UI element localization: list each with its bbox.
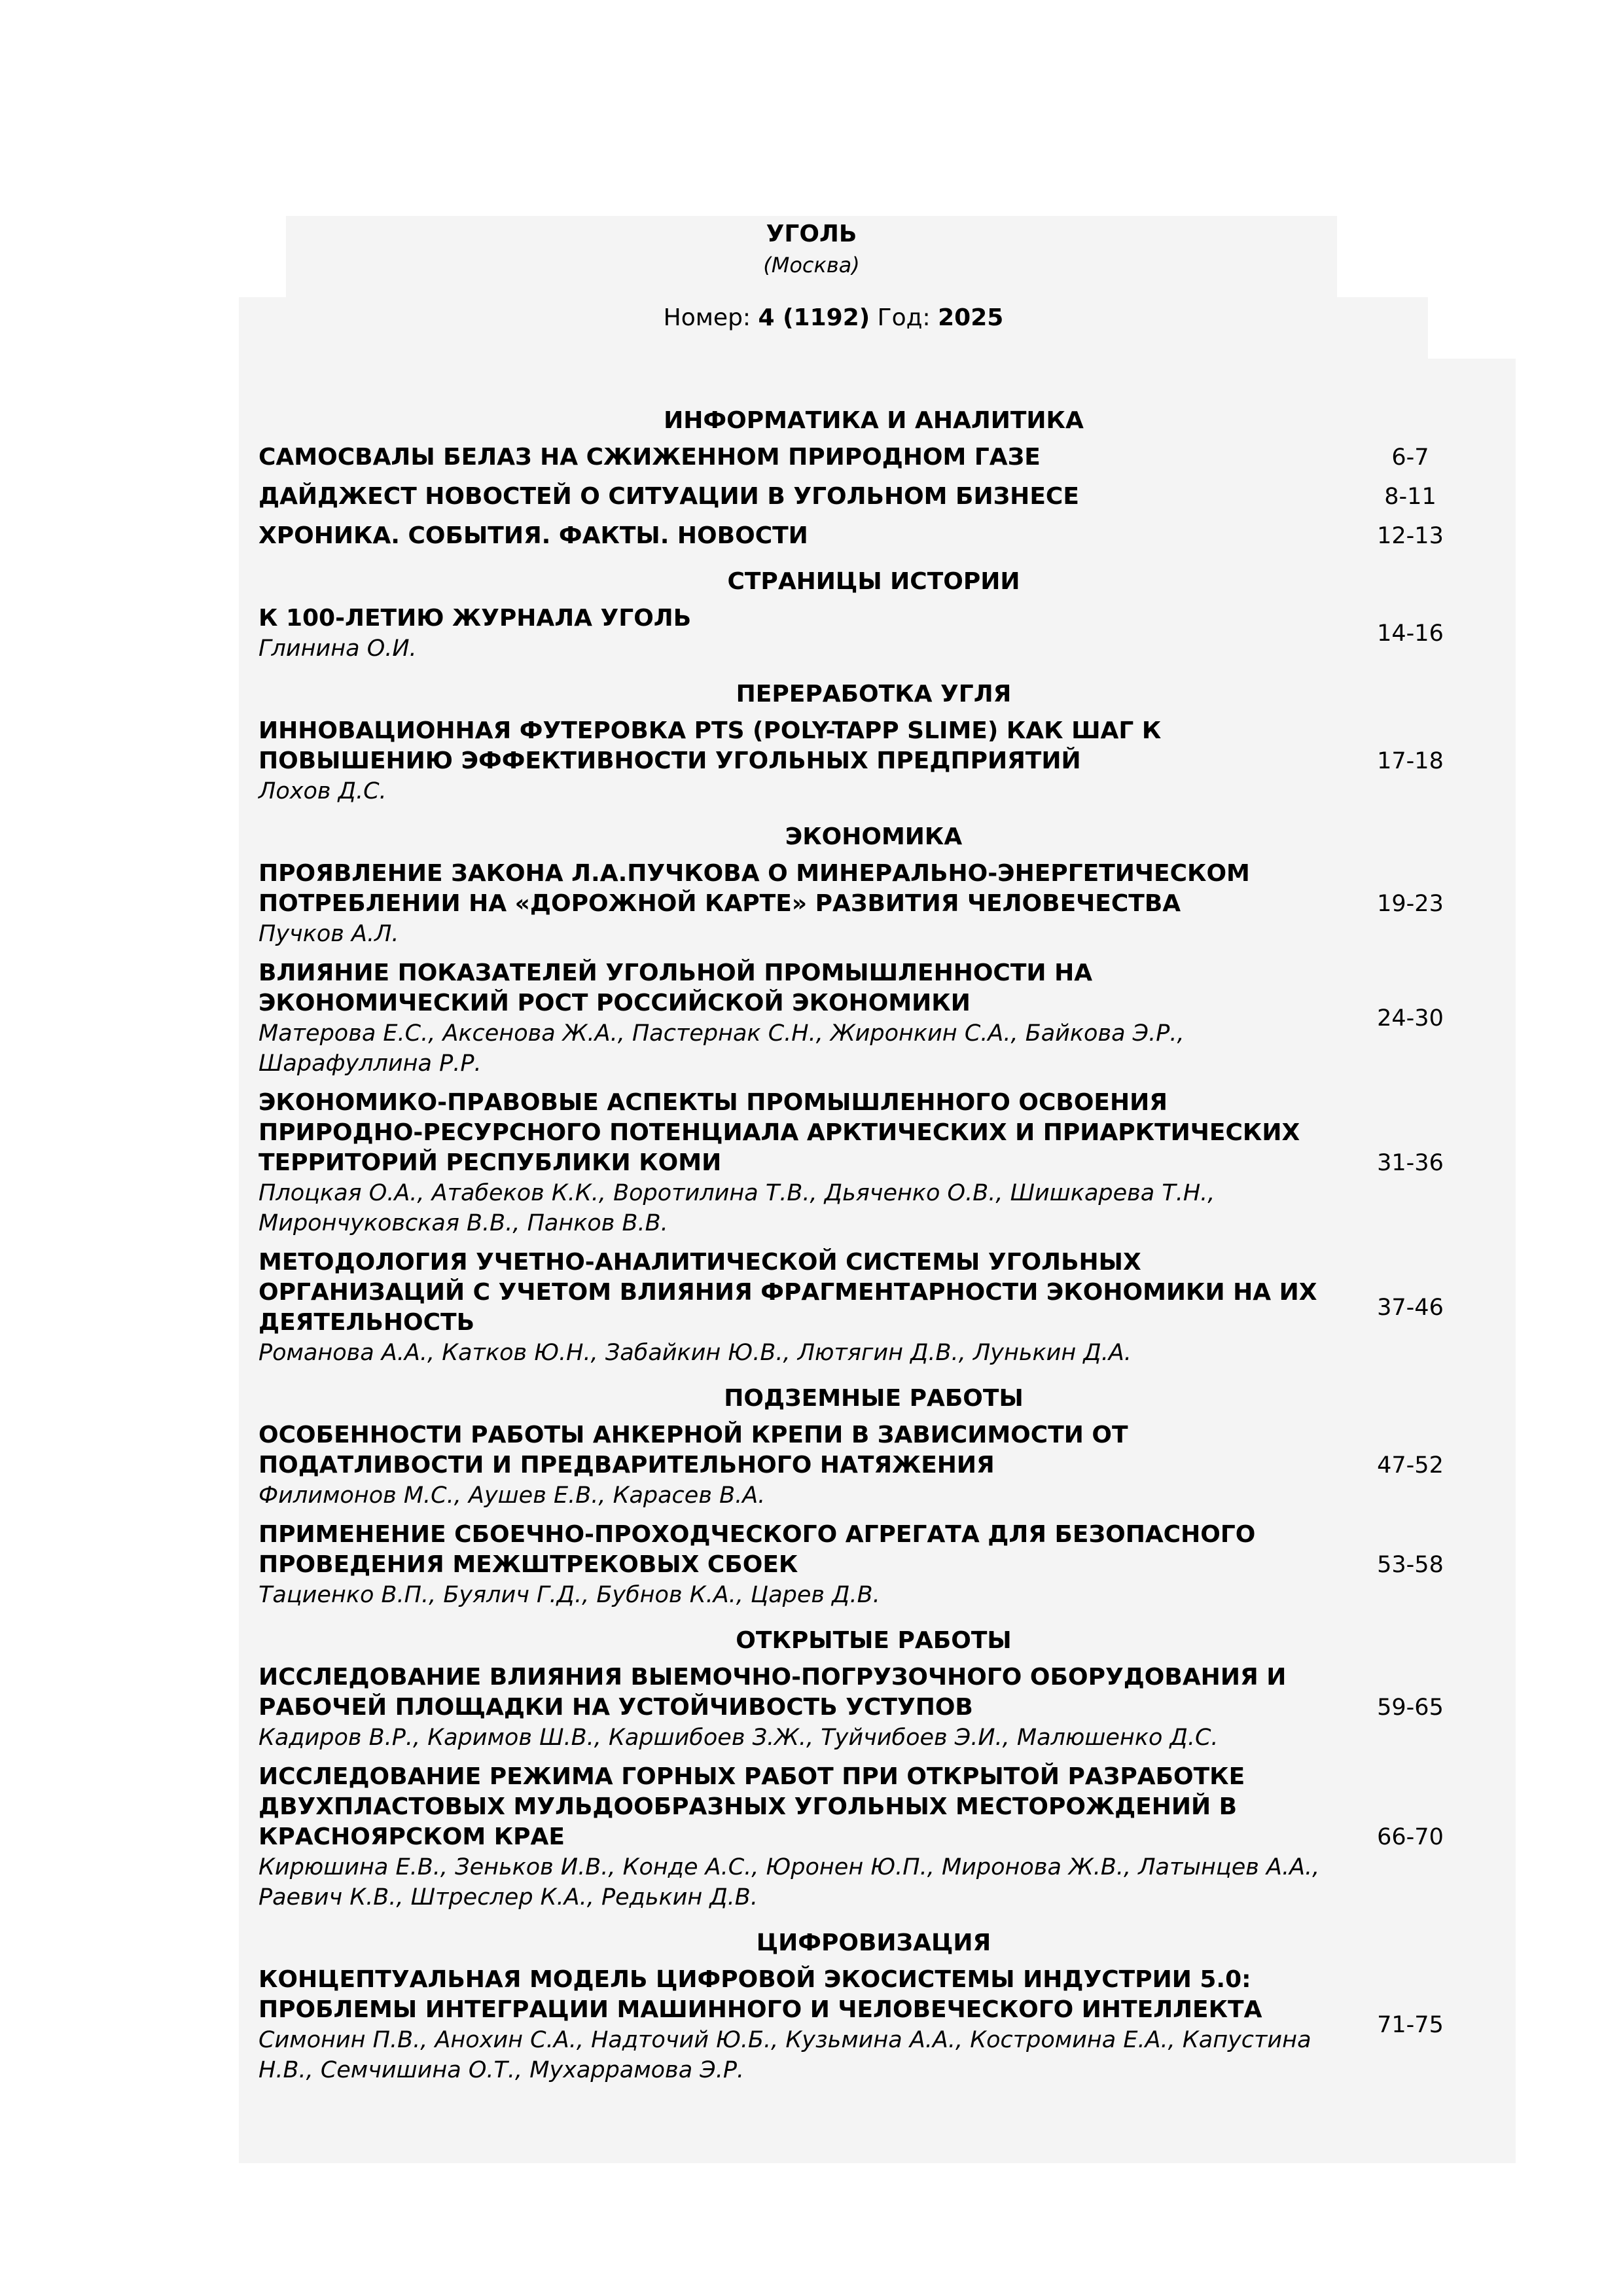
- entry-text: [259, 716, 1332, 806]
- article-pages: 31-36: [1377, 1150, 1444, 1176]
- article-authors: Филимонов М.С., Аушев Е.В., Карасев В.А.: [259, 1482, 766, 1509]
- entry-text: [259, 1088, 1332, 1238]
- article-title[interactable]: К 100-ЛЕТИЮ ЖУРНАЛА УГОЛЬ: [259, 605, 692, 632]
- toc-entry[interactable]: [259, 1520, 1489, 1610]
- article-title[interactable]: ИССЛЕДОВАНИЕ РЕЖИМА ГОРНЫХ РАБОТ ПРИ ОТКРЫТОЙ РАЗРАБОТКЕ ДВУХПЛАСТОВЫХ МУЛЬДООБРАЗНЫХ УГОЛЬНЫХ МЕСТОРОЖДЕНИЙ В КРАСНОЯРСКОМ КРАЕ: [259, 1763, 1245, 1850]
- article-authors: Пучков А.Л.: [259, 921, 399, 947]
- article-pages: 47-52: [1377, 1452, 1444, 1479]
- entry-text: [259, 1247, 1332, 1368]
- article-pages: 6-7: [1391, 444, 1429, 471]
- entry-text: [259, 1762, 1332, 1912]
- article-pages: 59-65: [1377, 1695, 1444, 1721]
- article-title[interactable]: ИННОВАЦИОННАЯ ФУТЕРОВКА PTS (POLY-TAPP SLIME) КАК ШАГ К ПОВЫШЕНИЮ ЭФФЕКТИВНОСТИ УГОЛЬНЫХ ПРЕДПРИЯТИЙ: [259, 717, 1162, 774]
- article-pages: 53-58: [1377, 1552, 1444, 1578]
- article-title[interactable]: ИССЛЕДОВАНИЕ ВЛИЯНИЯ ВЫЕМОЧНО-ПОГРУЗОЧНОГО ОБОРУДОВАНИЯ И РАБОЧЕЙ ПЛОЩАДКИ НА УСТОЙЧИВОСТЬ УСТУПОВ: [259, 1664, 1287, 1721]
- article-title[interactable]: КОНЦЕПТУАЛЬНАЯ МОДЕЛЬ ЦИФРОВОЙ ЭКОСИСТЕМЫ ИНДУСТРИИ 5.0: ПРОБЛЕМЫ ИНТЕГРАЦИИ МАШИННОГО И ЧЕЛОВЕЧЕСКОГО ИНТЕЛЛЕКТА: [259, 1966, 1262, 2023]
- journal-city: (Москва): [763, 253, 860, 278]
- article-title[interactable]: ПРОЯВЛЕНИЕ ЗАКОНА Л.А.ПУЧКОВА О МИНЕРАЛЬНО-ЭНЕРГЕТИЧЕСКОМ ПОТРЕБЛЕНИИ НА «ДОРОЖНОЙ КАРТЕ» РАЗВИТИЯ ЧЕЛОВЕЧЕСТВА: [259, 860, 1250, 917]
- article-authors: Симонин П.В., Анохин С.А., Надточий Ю.Б., Кузьмина А.А., Костромина Е.А., Капустина Н.В., Семчишина О.Т., Мухаррамова Э.Р.: [259, 2027, 1311, 2083]
- issue-label: Номер:: [663, 304, 751, 331]
- toc-entry[interactable]: [259, 716, 1489, 806]
- entry-text: [259, 521, 1332, 551]
- article-pages: 14-16: [1377, 620, 1444, 647]
- entry-text: [259, 442, 1332, 473]
- article-title[interactable]: ХРОНИКА. СОБЫТИЯ. ФАКТЫ. НОВОСТИ: [259, 522, 808, 549]
- toc-entry[interactable]: [259, 859, 1489, 949]
- entry-text: [259, 958, 1332, 1079]
- section-heading: ПОДЗЕМНЫЕ РАБОТЫ: [724, 1385, 1024, 1412]
- article-title[interactable]: САМОСВАЛЫ БЕЛАЗ НА СЖИЖЕННОМ ПРИРОДНОМ ГАЗЕ: [259, 444, 1041, 471]
- year-label: Год:: [877, 304, 931, 331]
- article-pages: 17-18: [1377, 748, 1444, 774]
- article-pages: 71-75: [1377, 2012, 1444, 2038]
- section-heading: ОТКРЫТЫЕ РАБОТЫ: [736, 1627, 1012, 1654]
- toc-entry[interactable]: [259, 1088, 1489, 1238]
- article-pages: 37-46: [1377, 1295, 1444, 1321]
- toc-entry[interactable]: [259, 1762, 1489, 1912]
- article-pages: 12-13: [1377, 523, 1444, 549]
- entry-text: [259, 482, 1332, 512]
- toc-entry[interactable]: [259, 1420, 1489, 1511]
- article-pages: 8-11: [1384, 484, 1436, 510]
- entry-text: [259, 859, 1332, 949]
- toc-entry[interactable]: [259, 521, 1489, 551]
- article-pages: 19-23: [1377, 891, 1444, 917]
- section-heading: ПЕРЕРАБОТКА УГЛЯ: [736, 681, 1012, 708]
- article-title[interactable]: ПРИМЕНЕНИЕ СБОЕЧНО-ПРОХОДЧЕСКОГО АГРЕГАТА ДЛЯ БЕЗОПАСНОГО ПРОВЕДЕНИЯ МЕЖШТРЕКОВЫХ СБОЕК: [259, 1521, 1256, 1578]
- entry-text: [259, 1420, 1332, 1511]
- article-authors: Тациенко В.П., Буялич Г.Д., Бубнов К.А., Царев Д.В.: [259, 1582, 880, 1608]
- article-pages: 24-30: [1377, 1005, 1444, 1031]
- article-title[interactable]: ЭКОНОМИКО-ПРАВОВЫЕ АСПЕКТЫ ПРОМЫШЛЕННОГО ОСВОЕНИЯ ПРИРОДНО-РЕСУРСНОГО ПОТЕНЦИАЛА АРКТИЧЕСКИХ И ПРИАРКТИЧЕСКИХ ТЕРРИТОРИЙ РЕСПУБЛИКИ КОМИ: [259, 1089, 1300, 1176]
- toc-entry[interactable]: [259, 958, 1489, 1079]
- article-title[interactable]: ОСОБЕННОСТИ РАБОТЫ АНКЕРНОЙ КРЕПИ В ЗАВИСИМОСТИ ОТ ПОДАТЛИВОСТИ И ПРЕДВАРИТЕЛЬНОГО НАТЯЖЕНИЯ: [259, 1422, 1128, 1479]
- toc-entry[interactable]: [259, 1247, 1489, 1368]
- toc-entry[interactable]: [259, 1965, 1489, 2085]
- journal-title: УГОЛЬ: [766, 221, 857, 247]
- entry-text: [259, 1662, 1332, 1753]
- table-of-contents: [259, 399, 1489, 2094]
- article-pages: 66-70: [1377, 1824, 1444, 1850]
- section-heading: ИНФОРМАТИКА И АНАЛИТИКА: [664, 407, 1084, 434]
- year-value: 2025: [938, 304, 1004, 331]
- article-authors: Глинина О.И.: [259, 636, 417, 662]
- article-authors: Матерова Е.С., Аксенова Ж.А., Пастернак С.Н., Жиронкин С.А., Байкова Э.Р., Шарафуллина Р.Р.: [259, 1020, 1185, 1077]
- toc-entry[interactable]: [259, 1662, 1489, 1753]
- toc-entry[interactable]: [259, 442, 1489, 473]
- article-authors: Плоцкая О.А., Атабеков К.К., Воротилина Т.В., Дьяченко О.В., Шишкарева Т.Н., Мирончуковская В.В., Панков В.В.: [259, 1180, 1215, 1236]
- section-heading: ЭКОНОМИКА: [785, 823, 963, 850]
- entry-text: [259, 603, 1332, 664]
- article-authors: Романова А.А., Катков Ю.Н., Забайкин Ю.В., Лютягин Д.В., Лунькин Д.А.: [259, 1340, 1132, 1366]
- section-heading: СТРАНИЦЫ ИСТОРИИ: [727, 568, 1020, 595]
- toc-entry[interactable]: [259, 482, 1489, 512]
- article-title[interactable]: ВЛИЯНИЕ ПОКАЗАТЕЛЕЙ УГОЛЬНОЙ ПРОМЫШЛЕННОСТИ НА ЭКОНОМИЧЕСКИЙ РОСТ РОССИЙСКОЙ ЭКОНОМИКИ: [259, 960, 1093, 1016]
- section-heading: ЦИФРОВИЗАЦИЯ: [756, 1929, 991, 1956]
- article-authors: Кадиров В.Р., Каримов Ш.В., Каршибоев З.Ж., Туйчибоев Э.И., Малюшенко Д.С.: [259, 1725, 1219, 1751]
- article-title[interactable]: ДАЙДЖЕСТ НОВОСТЕЙ О СИТУАЦИИ В УГОЛЬНОМ БИЗНЕСЕ: [259, 483, 1079, 510]
- article-authors: Кирюшина Е.В., Зеньков И.В., Конде А.С., Юронен Ю.П., Миронова Ж.В., Латынцев А.А., Раевич К.В., Штреслер К.А., Редькин Д.В.: [259, 1854, 1320, 1910]
- issue-number: 4 (1192): [758, 304, 870, 331]
- article-title[interactable]: МЕТОДОЛОГИЯ УЧЕТНО-АНАЛИТИЧЕСКОЙ СИСТЕМЫ УГОЛЬНЫХ ОРГАНИЗАЦИЙ С УЧЕТОМ ВЛИЯНИЯ ФРАГМЕНТАРНОСТИ ЭКОНОМИКИ НА ИХ ДЕЯТЕЛЬНОСТЬ: [259, 1249, 1317, 1336]
- article-authors: Лохов Д.С.: [259, 778, 387, 804]
- entry-text: [259, 1965, 1332, 2085]
- toc-entry[interactable]: [259, 603, 1489, 664]
- entry-text: [259, 1520, 1332, 1610]
- issue-info: [239, 301, 1428, 335]
